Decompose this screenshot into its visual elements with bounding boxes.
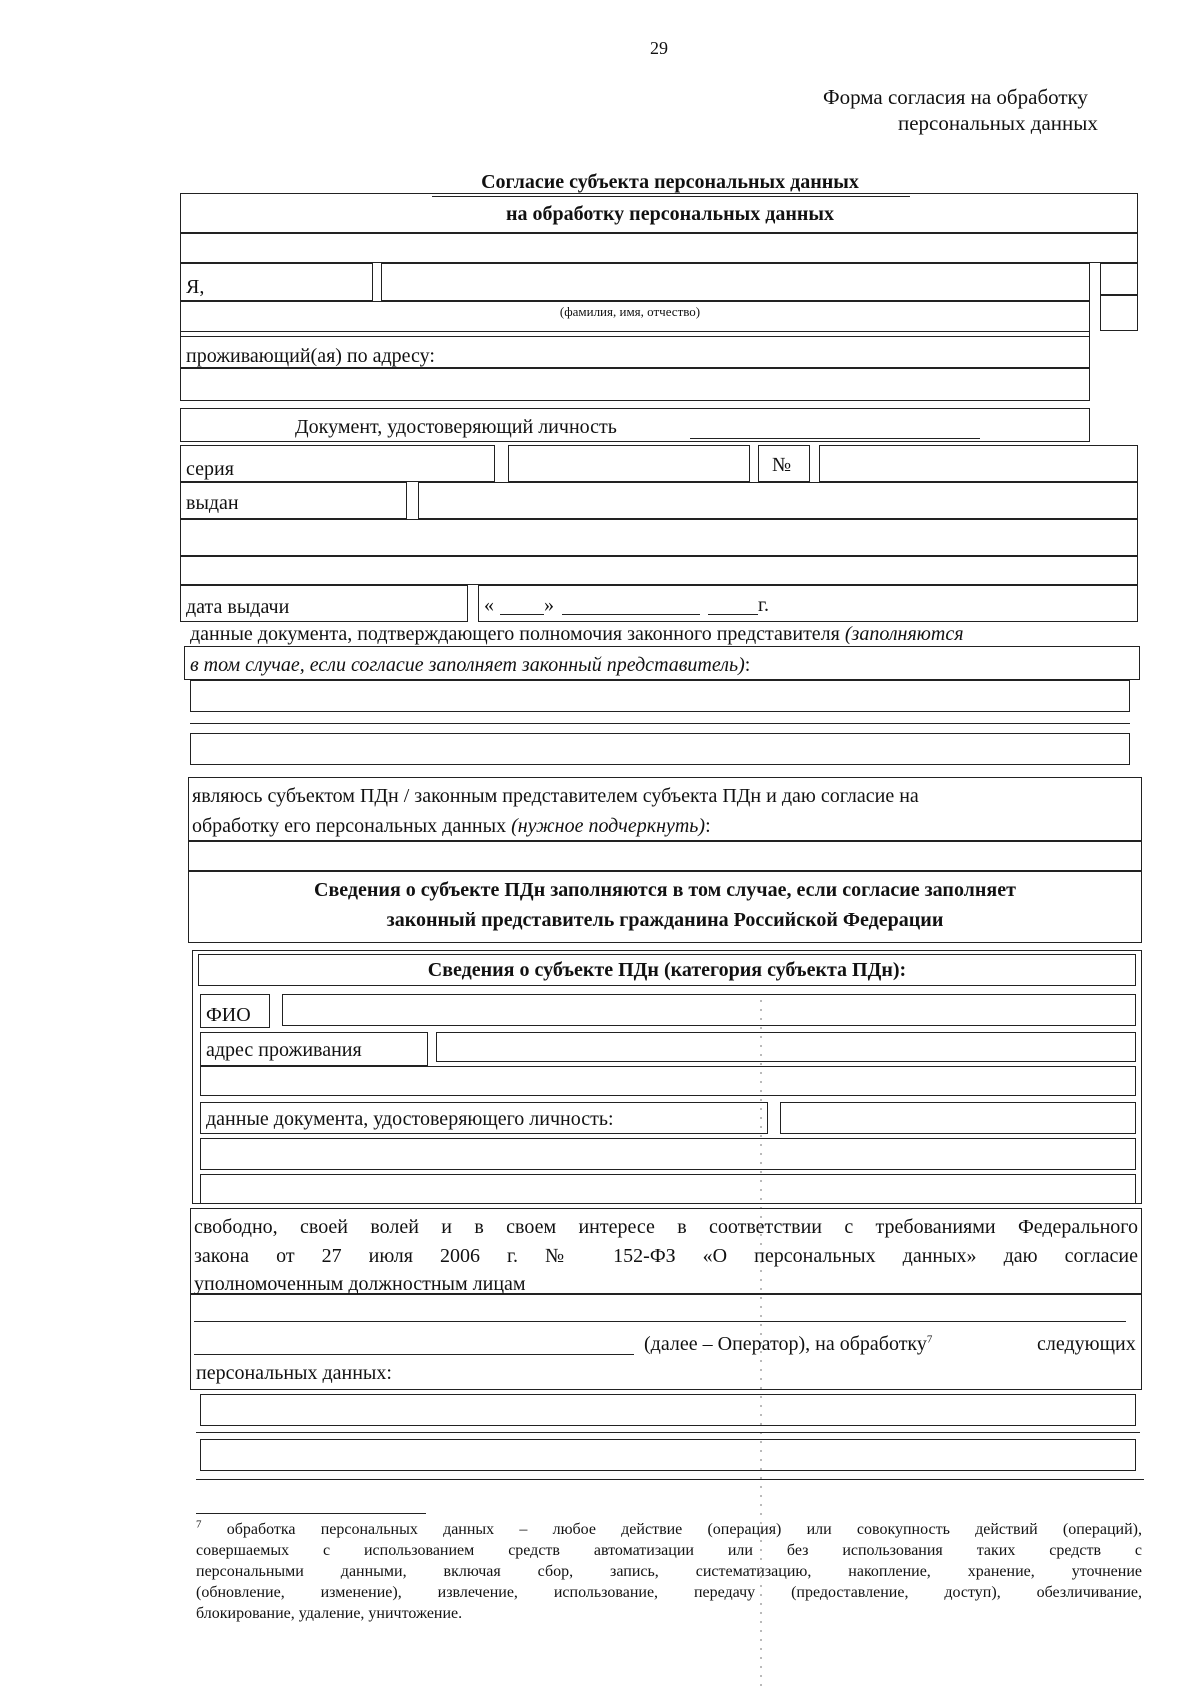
id-doc-subject-input-line2[interactable]	[200, 1138, 1136, 1170]
issued-input-line2[interactable]	[180, 519, 1138, 556]
issue-date-day-blank[interactable]	[500, 614, 544, 615]
residence-label: адрес проживания	[206, 1039, 362, 1061]
series-label: серия	[186, 458, 234, 480]
number-sign: №	[772, 454, 792, 476]
operator-blank-line1[interactable]	[194, 1321, 1126, 1322]
blank-row[interactable]	[180, 233, 1138, 263]
subject-input[interactable]	[188, 841, 1142, 871]
issue-date-input[interactable]	[478, 585, 1138, 622]
pd-label: персональных данных:	[196, 1362, 392, 1384]
issue-date-quote-open: «	[484, 594, 494, 616]
fio-caption: (фамилия, имя, отчество)	[559, 304, 701, 319]
subject-line1: являюсь субъектом ПДн / законным представителем субъекта ПДн и даю согласие на	[192, 785, 919, 807]
pd-input-bottom-line	[196, 1479, 1144, 1480]
footnote-line4: (обновление, изменение), извлечение, использование, передачу (предоставление, доступ), обезличивание,	[196, 1584, 1142, 1601]
id-doc-underline[interactable]	[690, 438, 980, 439]
subject-italic: (нужное подчеркнуть)	[511, 815, 706, 837]
number-input[interactable]	[819, 445, 1138, 482]
document-title-line2: на обработку персональных данных	[506, 203, 834, 225]
id-doc-subject-label: данные документа, удостоверяющего личность:	[206, 1108, 614, 1130]
ya-label: Я,	[186, 276, 205, 298]
residence-input-line2[interactable]	[200, 1066, 1136, 1096]
operator-text-plain: (далее – Оператор), на обработку	[644, 1333, 927, 1355]
id-doc-label: Документ, удостоверяющий личность	[295, 416, 617, 438]
form-note-line2: персональных данных	[898, 111, 1098, 135]
consent-line3: уполномоченным должностным лицам	[194, 1273, 526, 1295]
footnote-line3: персональными данными, включая сбор, запись, систематизацию, накопление, хранение, уточнение	[196, 1563, 1142, 1580]
side-box-top	[1100, 263, 1138, 295]
issued-input-line3[interactable]	[180, 556, 1138, 585]
side-box-bottom	[1100, 295, 1138, 331]
subject-fio-input[interactable]	[282, 994, 1136, 1026]
residence-input[interactable]	[436, 1032, 1136, 1062]
operator-footnote-mark: 7	[926, 1333, 933, 1346]
consent-line1: свободно, своей волей и в своем интересе в соответствии с требованиями Федерального	[194, 1216, 1138, 1238]
pd-input-2[interactable]	[200, 1439, 1136, 1471]
page-number: 29	[650, 38, 668, 58]
rep-doc-colon: :	[744, 654, 751, 676]
issue-date-label: дата выдачи	[186, 596, 290, 618]
rep-doc-input-2[interactable]	[190, 733, 1130, 765]
issued-label: выдан	[186, 492, 239, 514]
subject-info-note-line1: Сведения о субъекте ПДн заполняются в том случае, если согласие заполняет	[314, 879, 1016, 901]
subject-info-note-line2: законный представитель гражданина Российской Федерации	[386, 909, 944, 931]
address-label: проживающий(ая) по адресу:	[186, 345, 435, 367]
pd-input-sep	[196, 1432, 1140, 1433]
issue-date-year-blank[interactable]	[708, 614, 758, 615]
series-input[interactable]	[508, 445, 750, 482]
operator-blank-line2[interactable]	[194, 1354, 634, 1355]
rep-doc-input-sep	[190, 723, 1130, 724]
footnote	[196, 1519, 1142, 1624]
rep-doc-italic-a: (заполняются	[844, 623, 964, 645]
document-title-line1: Согласие субъекта персональных данных	[481, 171, 859, 193]
issue-date-month-blank[interactable]	[562, 614, 700, 615]
address-input[interactable]	[180, 368, 1090, 401]
rep-doc-italic-b: в том случае, если согласие заполняет законный представитель)	[190, 654, 745, 676]
footnote-mark: 7	[196, 1518, 202, 1531]
subject-line2	[192, 815, 711, 837]
subject-line2-plain: обработку его персональных данных	[192, 815, 507, 837]
pd-input-1[interactable]	[200, 1394, 1136, 1426]
rep-doc-text	[190, 623, 964, 645]
issued-input[interactable]	[418, 482, 1138, 519]
subject-section-title: Сведения о субъекте ПДн (категория субъекта ПДн):	[427, 959, 907, 981]
footnote-rule	[196, 1513, 426, 1514]
rep-doc-input-1[interactable]	[190, 680, 1130, 712]
subject-colon: :	[705, 815, 711, 837]
footnote-line5: блокирование, удаление, уничтожение.	[196, 1605, 463, 1622]
form-note-line1: Форма согласия на обработку	[823, 85, 1088, 109]
footnote-line1	[196, 1519, 1142, 1540]
consent-line2: закона от 27 июля 2006 г. № 152-ФЗ «О персональных данных» даю согласие	[194, 1245, 1138, 1267]
issue-date-quote-close: »	[544, 594, 554, 616]
id-doc-subject-input[interactable]	[780, 1102, 1136, 1134]
ya-label-cell	[180, 263, 373, 301]
issue-date-year-suffix: г.	[758, 594, 769, 616]
rep-doc-text-plain: данные документа, подтверждающего полномочия законного представителя	[190, 623, 840, 645]
footnote-line2: совершаемых с использованием средств автоматизации или без использования таких средств с	[196, 1542, 1142, 1559]
operator-text	[644, 1333, 932, 1355]
fio-label: ФИО	[206, 1004, 251, 1026]
rep-doc-text-line2	[190, 654, 750, 676]
operator-tail: следующих	[1037, 1333, 1136, 1355]
id-doc-subject-input-line3[interactable]	[200, 1174, 1136, 1204]
footnote-line1-text: обработка персональных данных – любое действие (операция) или совокупность действий (операций),	[226, 1521, 1143, 1538]
fio-input[interactable]	[381, 263, 1090, 301]
